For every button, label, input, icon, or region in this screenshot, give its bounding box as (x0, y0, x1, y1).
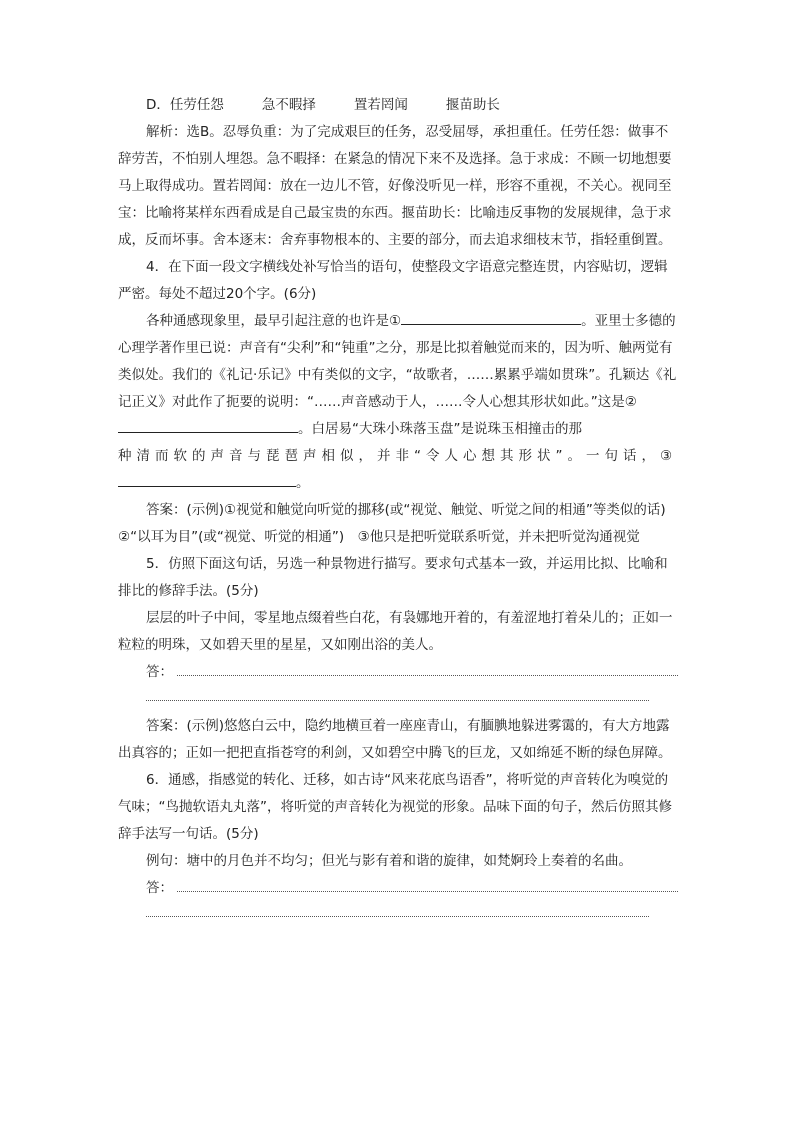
answer-dotted-line[interactable] (177, 661, 678, 676)
q4-passage-end: 。 (296, 475, 310, 491)
q4-passage-text: 各种通感现象里，最早引起注意的也许是① (146, 313, 402, 329)
q4-prompt: 4．在下面一段文字横线处补写恰当的语句，使整段文字语意完整连贯，内容贴切，逻辑严密。每处不超过20个字。(6分) (118, 259, 668, 302)
q4-passage-text: 。白居易“大珠小珠落玉盘”是说珠玉相撞击的那 (298, 421, 582, 437)
q5-answer-line[interactable] (118, 659, 678, 686)
option-d-item: 置若罔闻 (353, 97, 408, 113)
option-d-label: D．任劳任怨 (146, 97, 224, 113)
option-d-item: 急不暇择 (261, 97, 316, 113)
q4-answer: 答案：(示例)①视觉和触觉向听觉的挪移(或“视觉、触觉、听觉之间的相通”等类似的话) ②“以耳为目”(或“视觉、听觉的相通”) ③他只是把听觉联系听觉，并未把听觉沟通视觉 (118, 502, 680, 545)
q5-prompt: 5．仿照下面这句话，另选一种景物进行描写。要求句式基本一致，并运用比拟、比喻和排比的修辞手法。(5分) (118, 556, 668, 599)
answer-dotted-line[interactable] (146, 902, 649, 917)
q4-passage-cont: 种清而软的声音与琵琶声相似，并非“令人心想其形状”。一句话，③ (118, 448, 678, 464)
q4-blank-line (118, 470, 678, 497)
q4-passage (118, 308, 678, 443)
option-d-item: 揠苗助长 (445, 97, 500, 113)
q6-answer-line[interactable] (118, 875, 678, 902)
blank-2[interactable] (118, 416, 298, 433)
option-d (118, 92, 678, 119)
q6-prompt: 6．通感，指感觉的转化、迁移，如古诗“风来花底鸟语香”，将听觉的声音转化为嗅觉的气味；“鸟抛软语丸丸落”，将听觉的声音转化为视觉的形象。品味下面的句子，然后仿照其修辞手法写一句话。(5分) (118, 772, 672, 842)
q5-answer: 答案：(示例)悠悠白云中，隐约地横亘着一座座青山，有腼腆地躲进雾霭的，有大方地露出真容的；正如一把把直指苍穹的利剑，又如碧空中腾飞的巨龙，又如绵延不断的绿色屏障。 (118, 718, 672, 761)
blank-1[interactable] (401, 308, 581, 325)
blank-3[interactable] (118, 470, 296, 487)
q5-answer-label: 答： (146, 664, 173, 680)
analysis-paragraph: 解析：选B。忍辱负重：为了完成艰巨的任务，忍受屈辱，承担重任。任劳任怨：做事不辞劳苦，不怕别人埋怨。急不暇择：在紧急的情况下来不及选择。急于求成：不顾一切地想要马上取得成功。置若罔闻：放在一边儿不管，好像没听见一样，形容不重视，不关心。视同至宝：比喻将某样东西看成是自己最宝贵的东西。揠苗助长：比喻违反事物的发展规律，急于求成，反而坏事。舍本逐末：舍弃事物根本的、主要的部分，而去追求细枝末节，指轻重倒置。 (118, 124, 672, 248)
q6-answer-label: 答： (146, 880, 173, 896)
document-page (118, 92, 678, 917)
answer-dotted-line[interactable] (177, 877, 678, 892)
q4-passage-text: 。亚里士多德的心理学著作里已说：声音有“尖利”和“钝重”之分，那是比拟着触觉而来的，因为听、触两觉有类似处。我们的《礼记·乐记》中有类似的文字，“故歌者，……累累乎端如贯珠”。孔颖达《礼记正义》对此作了扼要的说明：“……声音感动于人，……令人心想其形状如此。”这是② (118, 313, 677, 410)
q5-example: 层层的叶子中间，零星地点缀着些白花，有袅娜地开着的，有羞涩地打着朵儿的；正如一粒粒的明珠，又如碧天里的星星，又如刚出浴的美人。 (118, 610, 673, 653)
answer-dotted-line[interactable] (146, 686, 649, 701)
q6-example: 例句：塘中的月色并不均匀；但光与影有着和谐的旋律，如梵婀玲上奏着的名曲。 (146, 853, 632, 869)
